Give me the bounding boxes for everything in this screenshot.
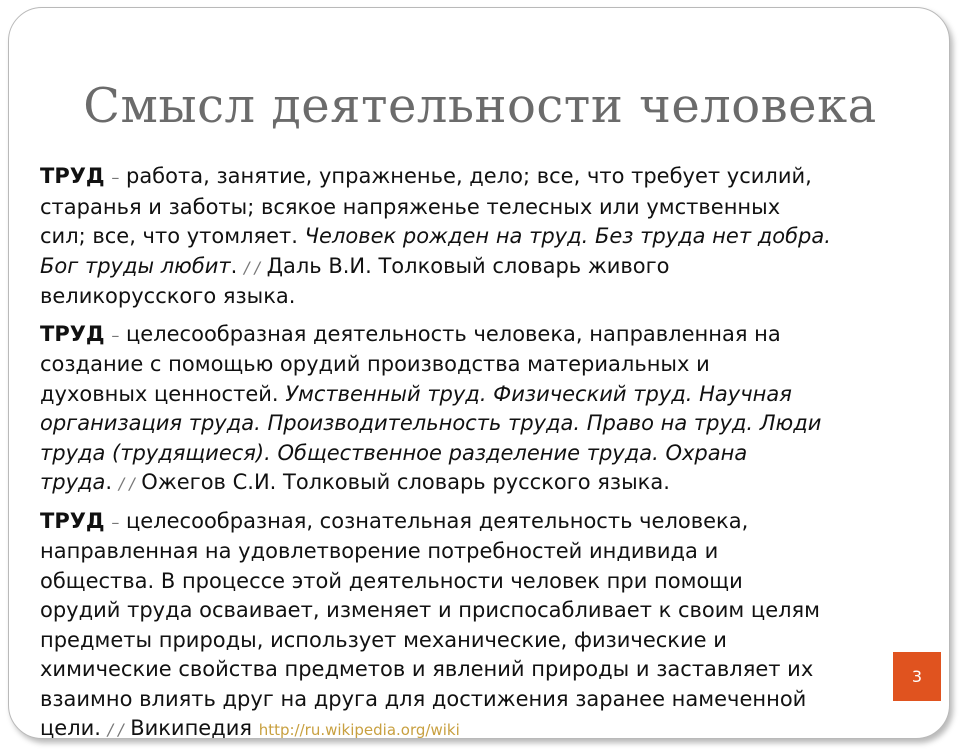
line-text: старанья и заботы; всякое напряженье телесных или умственных: [40, 194, 781, 219]
line-text: орудий труда осваивает, изменяет и приспосабливает к своим целям: [40, 598, 821, 622]
term-label: ТРУД: [40, 321, 105, 346]
italic-examples: Человек рожден на труд. Без труда нет добра.: [304, 224, 831, 248]
italic-examples: труда: [40, 470, 106, 494]
source-separator: / /: [107, 720, 124, 739]
line-text: создание с помощью орудий производства материальных и: [40, 352, 710, 376]
text-line: [40, 685, 920, 715]
italic-examples: организация труда. Производительность труда. Право на труд. Люди: [40, 411, 822, 435]
italic-examples: Бог труды любит: [40, 253, 231, 278]
term-label: ТРУД: [40, 164, 105, 188]
line-text: взаимно влиять друг на друга для достижения заранее намеченной: [40, 686, 807, 711]
line-text: .: [230, 253, 245, 278]
text-line: [40, 596, 920, 626]
source-separator: / /: [244, 257, 260, 277]
line-text: цели.: [40, 716, 108, 740]
line-text: предметы природы, использует механические, физические и: [40, 627, 727, 652]
text-line: [40, 409, 920, 439]
source-citation: Даль В.И. Толковый словарь живого: [259, 253, 670, 278]
text-line: [40, 468, 920, 499]
slide-title: Смысл деятельности человека: [83, 78, 877, 134]
line-text: духовных ценностей.: [40, 381, 286, 406]
dash-separator: –: [111, 512, 120, 532]
text-line: [40, 626, 920, 656]
text-line: [40, 714, 920, 746]
source-citation: Википедия: [123, 716, 259, 740]
source-citation: Ожегов С.И. Толковый словарь русского языка.: [134, 470, 670, 494]
term-label: ТРУД: [40, 508, 105, 533]
line-text: химические свойства предметов и явлений природы и заставляет их: [40, 657, 814, 681]
line-text: .: [105, 470, 119, 494]
text-line: [40, 320, 920, 351]
text-line: [40, 537, 920, 567]
text-line: [40, 655, 920, 685]
source-separator: / /: [118, 474, 135, 493]
text-line: [40, 193, 920, 223]
line-text: сил; все, что утомляет.: [40, 224, 305, 248]
dash-separator: –: [111, 168, 120, 187]
definition-paragraph-2: [40, 320, 920, 499]
text-line: [40, 252, 920, 283]
text-line: [40, 162, 920, 193]
line-text: целесообразная, сознательная деятельность человека,: [119, 508, 749, 533]
page-number-badge: 3: [893, 652, 941, 701]
definition-paragraph-3: [40, 507, 920, 746]
slide-body: [40, 162, 920, 754]
text-line: [40, 567, 920, 597]
text-line: [40, 282, 920, 312]
text-line: [40, 222, 920, 252]
text-line: [40, 439, 920, 469]
line-text: работа, занятие, упражненье, дело; все, что требует усилий,: [119, 164, 812, 188]
italic-examples: Умственный труд. Физический труд. Научная: [285, 381, 792, 406]
dash-separator: –: [111, 325, 120, 345]
line-text: общества. В процессе этой деятельности человек при помощи: [40, 568, 743, 593]
line-text: направленная на удовлетворение потребностей индивида и: [40, 539, 719, 563]
line-text: целесообразная деятельность человека, направленная на: [119, 321, 781, 346]
text-line: [40, 507, 920, 538]
line-text: великорусского языка.: [40, 284, 296, 308]
text-line: [40, 380, 920, 410]
definition-paragraph-1: [40, 162, 920, 312]
text-line: [40, 350, 920, 380]
italic-examples: труда (трудящиеся). Общественное разделение труда. Охрана: [40, 440, 748, 465]
source-link[interactable]: http://ru.wikipedia.org/wiki: [258, 721, 460, 739]
